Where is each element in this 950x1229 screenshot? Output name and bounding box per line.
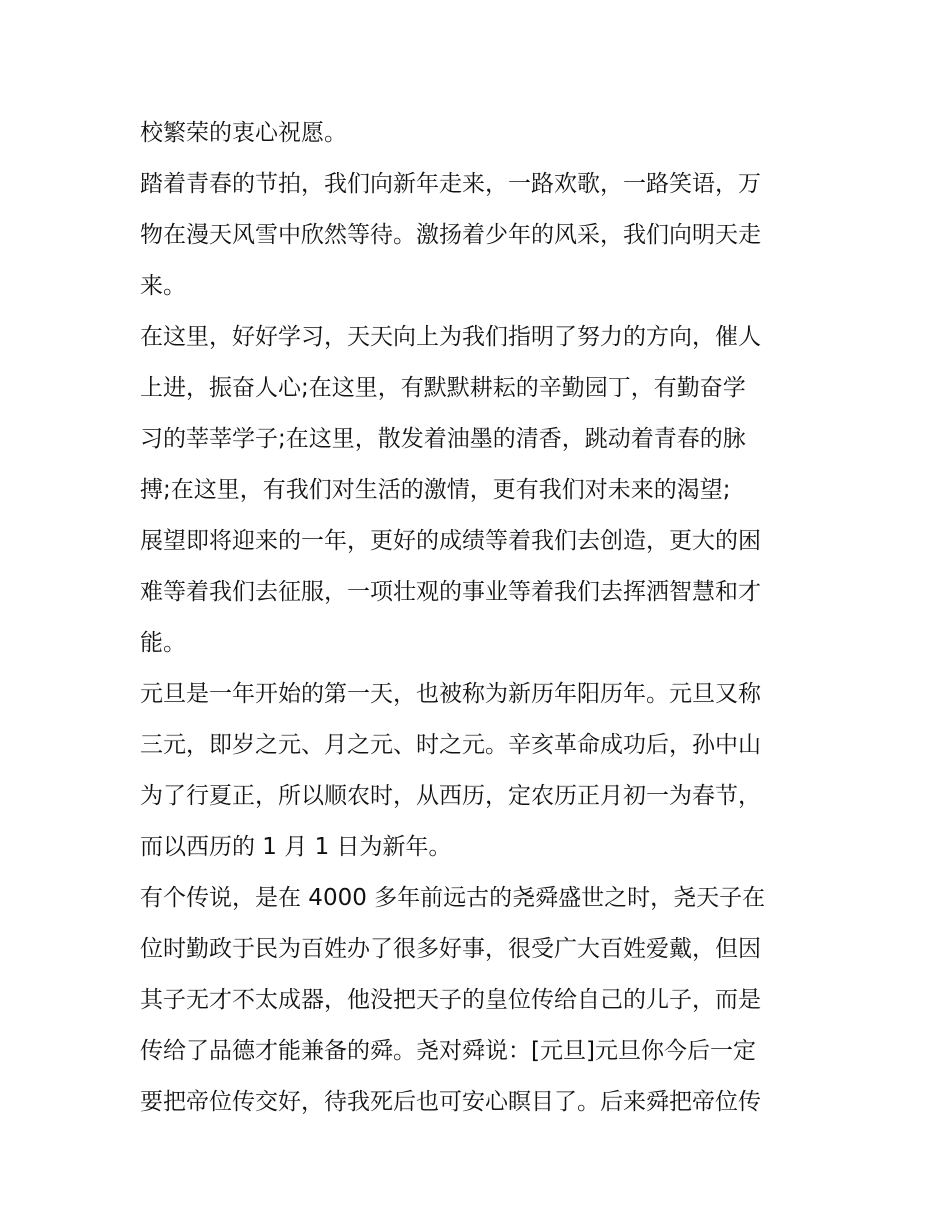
text-line: 位时勤政于民为百姓办了很多好事，很受广大百姓爱戴，但因	[140, 936, 761, 962]
text-line: 有个传说，是在 4000 多年前远古的尧舜盛世之时，尧天子在	[140, 885, 766, 911]
text-line: 元旦是一年开始的第一天，也被称为新历年阳历年。元旦又称	[140, 681, 761, 707]
text-line: 在这里，好好学习，天天向上为我们指明了努力的方向，催人	[140, 324, 761, 350]
document-body	[140, 108, 820, 1128]
text-line: 搏;在这里，有我们对生活的激情，更有我们对未来的渴望;	[140, 477, 731, 503]
text-line: 展望即将迎来的一年，更好的成绩等着我们去创造，更大的困	[140, 528, 761, 554]
text-line: 踏着青春的节拍，我们向新年走来，一路欢歌，一路笑语，万	[140, 171, 761, 197]
text-line: 传给了品德才能兼备的舜。尧对舜说：[元旦]元旦你今后一定	[140, 1038, 756, 1064]
text-line: 而以西历的 1 月 1 日为新年。	[140, 834, 452, 860]
text-line: 要把帝位传交好，待我死后也可安心瞑目了。后来舜把帝位传	[140, 1089, 761, 1115]
text-line: 为了行夏正，所以顺农时，从西历，定农历正月初一为春节，	[140, 783, 761, 809]
text-line: 习的莘莘学子;在这里，散发着油墨的清香，跳动着青春的脉	[140, 426, 746, 452]
text-line: 其子无才不太成器，他没把天子的皇位传给自己的儿子，而是	[140, 987, 761, 1013]
text-line: 物在漫天风雪中欣然等待。激扬着少年的风采，我们向明天走	[140, 222, 761, 248]
text-line: 上进，振奋人心;在这里，有默默耕耘的辛勤园丁，有勤奋学	[140, 375, 746, 401]
text-line: 校繁荣的衷心祝愿。	[140, 120, 347, 146]
text-line: 来。	[140, 273, 186, 299]
text-line: 难等着我们去征服，一项壮观的事业等着我们去挥洒智慧和才	[140, 579, 761, 605]
text-line: 能。	[140, 630, 186, 656]
text-line: 三元，即岁之元、月之元、时之元。辛亥革命成功后，孙中山	[140, 732, 761, 758]
